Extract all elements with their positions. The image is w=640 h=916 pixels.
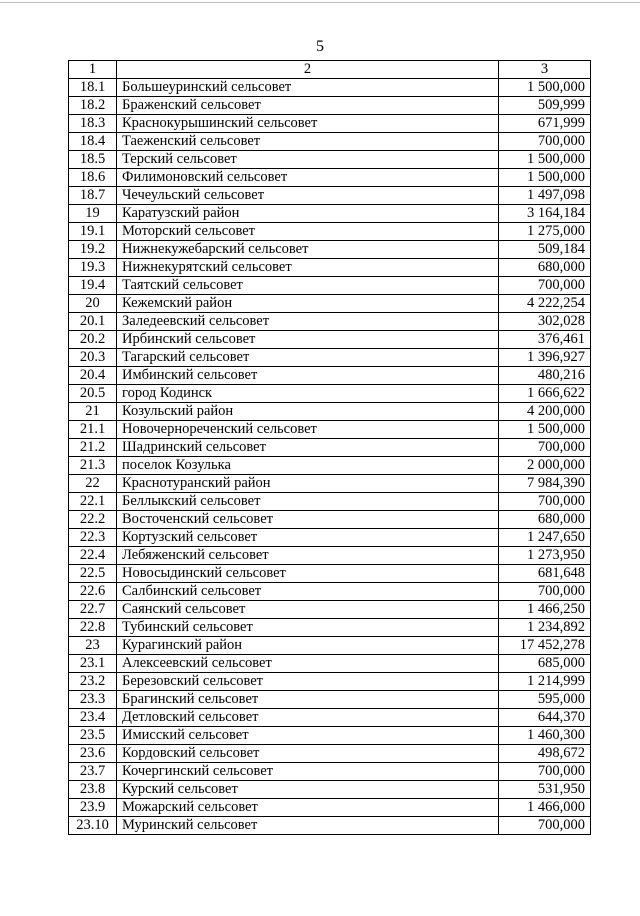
municipality-name-cell: Беллыкский сельсовет <box>117 493 499 511</box>
row-number-cell: 22 <box>69 475 117 493</box>
table-row <box>69 223 591 241</box>
amount-cell: 700,000 <box>499 817 591 835</box>
row-number-cell: 23.5 <box>69 727 117 745</box>
amount-cell: 700,000 <box>499 277 591 295</box>
row-number-cell: 20.4 <box>69 367 117 385</box>
municipality-name-cell: Новосыдинский сельсовет <box>117 565 499 583</box>
municipality-name-cell: Новочернореченский сельсовет <box>117 421 499 439</box>
municipality-name-cell: Каратузский район <box>117 205 499 223</box>
table-row <box>69 205 591 223</box>
row-number-cell: 19.3 <box>69 259 117 277</box>
municipality-name-cell: Краснотуранский район <box>117 475 499 493</box>
row-number-cell: 20.1 <box>69 313 117 331</box>
municipality-name-cell: Можарский сельсовет <box>117 799 499 817</box>
row-number-cell: 21.2 <box>69 439 117 457</box>
table-row <box>69 601 591 619</box>
budget-allocation-table <box>68 60 591 835</box>
table-row <box>69 817 591 835</box>
municipality-name-cell: Муринский сельсовет <box>117 817 499 835</box>
row-number-cell: 19.2 <box>69 241 117 259</box>
table-row <box>69 799 591 817</box>
table-row <box>69 349 591 367</box>
amount-cell: 700,000 <box>499 439 591 457</box>
row-number-cell: 22.2 <box>69 511 117 529</box>
municipality-name-cell: Кортузский сельсовет <box>117 529 499 547</box>
page-number: 5 <box>316 38 324 55</box>
municipality-name-cell: Филимоновский сельсовет <box>117 169 499 187</box>
row-number-cell: 22.7 <box>69 601 117 619</box>
header-cell-2: 2 <box>117 61 499 79</box>
amount-cell: 700,000 <box>499 763 591 781</box>
table-row <box>69 511 591 529</box>
amount-cell: 1 396,927 <box>499 349 591 367</box>
row-number-cell: 22.8 <box>69 619 117 637</box>
row-number-cell: 23.7 <box>69 763 117 781</box>
amount-cell: 4 222,254 <box>499 295 591 313</box>
amount-cell: 1 500,000 <box>499 421 591 439</box>
amount-cell: 700,000 <box>499 583 591 601</box>
row-number-cell: 21 <box>69 403 117 421</box>
municipality-name-cell: Браженский сельсовет <box>117 97 499 115</box>
amount-cell: 671,999 <box>499 115 591 133</box>
municipality-name-cell: Большеуринский сельсовет <box>117 79 499 97</box>
amount-cell: 3 164,184 <box>499 205 591 223</box>
table-row <box>69 403 591 421</box>
row-number-cell: 22.1 <box>69 493 117 511</box>
municipality-name-cell: Шадринский сельсовет <box>117 439 499 457</box>
municipality-name-cell: Курский сельсовет <box>117 781 499 799</box>
amount-cell: 1 234,892 <box>499 619 591 637</box>
table-row <box>69 763 591 781</box>
amount-cell: 1 500,000 <box>499 169 591 187</box>
amount-cell: 681,648 <box>499 565 591 583</box>
municipality-name-cell: Кордовский сельсовет <box>117 745 499 763</box>
table-row <box>69 97 591 115</box>
table-row <box>69 115 591 133</box>
row-number-cell: 22.6 <box>69 583 117 601</box>
row-number-cell: 18.7 <box>69 187 117 205</box>
amount-cell: 644,370 <box>499 709 591 727</box>
table-row <box>69 583 591 601</box>
table-body <box>69 61 591 835</box>
table-row <box>69 133 591 151</box>
row-number-cell: 23 <box>69 637 117 655</box>
table-row <box>69 169 591 187</box>
table-row <box>69 367 591 385</box>
table-row <box>69 277 591 295</box>
municipality-name-cell: Курагинский район <box>117 637 499 655</box>
amount-cell: 1 500,000 <box>499 79 591 97</box>
amount-cell: 480,216 <box>499 367 591 385</box>
amount-cell: 1 666,622 <box>499 385 591 403</box>
municipality-name-cell: Березовский сельсовет <box>117 673 499 691</box>
top-scan-edge <box>0 2 640 3</box>
amount-cell: 1 247,650 <box>499 529 591 547</box>
row-number-cell: 23.8 <box>69 781 117 799</box>
amount-cell: 1 497,098 <box>499 187 591 205</box>
amount-cell: 700,000 <box>499 493 591 511</box>
row-number-cell: 23.10 <box>69 817 117 835</box>
row-number-cell: 20.2 <box>69 331 117 349</box>
row-number-cell: 23.3 <box>69 691 117 709</box>
row-number-cell: 23.4 <box>69 709 117 727</box>
table-row <box>69 475 591 493</box>
municipality-name-cell: Тагарский сельсовет <box>117 349 499 367</box>
table-row <box>69 439 591 457</box>
municipality-name-cell: Имбинский сельсовет <box>117 367 499 385</box>
municipality-name-cell: Нижнекужебарский сельсовет <box>117 241 499 259</box>
municipality-name-cell: Детловский сельсовет <box>117 709 499 727</box>
row-number-cell: 18.4 <box>69 133 117 151</box>
row-number-cell: 23.9 <box>69 799 117 817</box>
table-row <box>69 313 591 331</box>
municipality-name-cell: Козульский район <box>117 403 499 421</box>
row-number-cell: 18.1 <box>69 79 117 97</box>
table-row <box>69 493 591 511</box>
amount-cell: 302,028 <box>499 313 591 331</box>
table-row <box>69 187 591 205</box>
amount-cell: 685,000 <box>499 655 591 673</box>
amount-cell: 498,672 <box>499 745 591 763</box>
table-row <box>69 673 591 691</box>
municipality-name-cell: Таятский сельсовет <box>117 277 499 295</box>
municipality-name-cell: поселок Козулька <box>117 457 499 475</box>
table-row <box>69 637 591 655</box>
row-number-cell: 20.5 <box>69 385 117 403</box>
row-number-cell: 18.3 <box>69 115 117 133</box>
amount-cell: 1 214,999 <box>499 673 591 691</box>
table-row <box>69 529 591 547</box>
amount-cell: 1 466,000 <box>499 799 591 817</box>
amount-cell: 509,999 <box>499 97 591 115</box>
table-row <box>69 655 591 673</box>
amount-cell: 1 466,250 <box>499 601 591 619</box>
municipality-name-cell: Нижнекурятский сельсовет <box>117 259 499 277</box>
municipality-name-cell: Терский сельсовет <box>117 151 499 169</box>
table-row <box>69 385 591 403</box>
table-row <box>69 619 591 637</box>
municipality-name-cell: Краснокурышинский сельсовет <box>117 115 499 133</box>
municipality-name-cell: Восточенский сельсовет <box>117 511 499 529</box>
amount-cell: 1 275,000 <box>499 223 591 241</box>
amount-cell: 531,950 <box>499 781 591 799</box>
row-number-cell: 23.1 <box>69 655 117 673</box>
row-number-cell: 19 <box>69 205 117 223</box>
table-row <box>69 691 591 709</box>
amount-cell: 680,000 <box>499 259 591 277</box>
row-number-cell: 22.3 <box>69 529 117 547</box>
row-number-cell: 23.6 <box>69 745 117 763</box>
municipality-name-cell: Тубинский сельсовет <box>117 619 499 637</box>
row-number-cell: 19.4 <box>69 277 117 295</box>
amount-cell: 1 500,000 <box>499 151 591 169</box>
row-number-cell: 22.4 <box>69 547 117 565</box>
table-row <box>69 745 591 763</box>
municipality-name-cell: Лебяженский сельсовет <box>117 547 499 565</box>
table-row <box>69 421 591 439</box>
amount-cell: 1 460,300 <box>499 727 591 745</box>
table-row <box>69 151 591 169</box>
amount-cell: 1 273,950 <box>499 547 591 565</box>
municipality-name-cell: Имисский сельсовет <box>117 727 499 745</box>
amount-cell: 7 984,390 <box>499 475 591 493</box>
municipality-name-cell: город Кодинск <box>117 385 499 403</box>
row-number-cell: 18.2 <box>69 97 117 115</box>
municipality-name-cell: Таеженский сельсовет <box>117 133 499 151</box>
amount-cell: 17 452,278 <box>499 637 591 655</box>
amount-cell: 700,000 <box>499 133 591 151</box>
amount-cell: 509,184 <box>499 241 591 259</box>
municipality-name-cell: Салбинский сельсовет <box>117 583 499 601</box>
header-cell-3: 3 <box>499 61 591 79</box>
row-number-cell: 20 <box>69 295 117 313</box>
row-number-cell: 23.2 <box>69 673 117 691</box>
header-cell-1: 1 <box>69 61 117 79</box>
row-number-cell: 18.6 <box>69 169 117 187</box>
table-row <box>69 547 591 565</box>
table-row <box>69 565 591 583</box>
table-header-row <box>69 61 591 79</box>
municipality-name-cell: Заледеевский сельсовет <box>117 313 499 331</box>
row-number-cell: 21.3 <box>69 457 117 475</box>
amount-cell: 595,000 <box>499 691 591 709</box>
municipality-name-cell: Чечеульский сельсовет <box>117 187 499 205</box>
table-row <box>69 781 591 799</box>
amount-cell: 680,000 <box>499 511 591 529</box>
amount-cell: 2 000,000 <box>499 457 591 475</box>
municipality-name-cell: Ирбинский сельсовет <box>117 331 499 349</box>
table-row <box>69 709 591 727</box>
municipality-name-cell: Моторский сельсовет <box>117 223 499 241</box>
table-row <box>69 259 591 277</box>
municipality-name-cell: Брагинский сельсовет <box>117 691 499 709</box>
table-row <box>69 241 591 259</box>
row-number-cell: 18.5 <box>69 151 117 169</box>
municipality-name-cell: Саянский сельсовет <box>117 601 499 619</box>
row-number-cell: 20.3 <box>69 349 117 367</box>
table-row <box>69 457 591 475</box>
row-number-cell: 22.5 <box>69 565 117 583</box>
row-number-cell: 19.1 <box>69 223 117 241</box>
municipality-name-cell: Алексеевский сельсовет <box>117 655 499 673</box>
table-row <box>69 727 591 745</box>
amount-cell: 4 200,000 <box>499 403 591 421</box>
amount-cell: 376,461 <box>499 331 591 349</box>
table-row <box>69 79 591 97</box>
municipality-name-cell: Кежемский район <box>117 295 499 313</box>
table-row <box>69 295 591 313</box>
row-number-cell: 21.1 <box>69 421 117 439</box>
table-row <box>69 331 591 349</box>
municipality-name-cell: Кочергинский сельсовет <box>117 763 499 781</box>
